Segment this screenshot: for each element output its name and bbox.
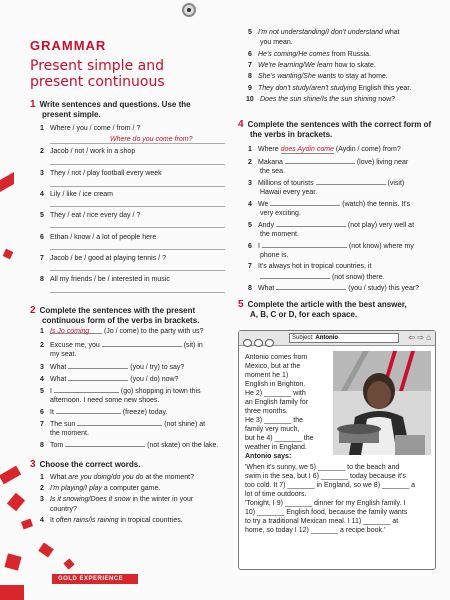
ex3-item-2: [40, 484, 160, 493]
item-number: 6: [248, 243, 252, 250]
body-line: Antonio says:: [245, 453, 292, 460]
answer-blank[interactable]: [262, 241, 347, 248]
item-text: a computer game.: [101, 485, 161, 492]
ex1-item-7: [40, 254, 166, 263]
item-text: (not play) very well at: [347, 222, 415, 229]
answer-blank[interactable]: [56, 407, 121, 414]
item-text: I: [50, 388, 52, 395]
item-text: from Russia.: [329, 51, 371, 58]
instruction-line-2: continuous form of the verbs in brackets.: [42, 316, 200, 325]
answer-line[interactable]: [50, 249, 225, 250]
body-line: English in Brighton.: [245, 381, 306, 388]
body-line: weather in England.: [245, 444, 307, 451]
item-number: 1: [40, 125, 44, 132]
item-text: how to skate.: [332, 62, 376, 69]
answer-blank[interactable]: [316, 178, 386, 185]
item-prompt: Where / you / come / from / ?: [50, 125, 141, 132]
answer-line[interactable]: [50, 270, 225, 271]
item-number: 4: [248, 201, 252, 208]
answer-line[interactable]: [50, 292, 225, 293]
item-text: What: [50, 376, 67, 383]
answer-blank[interactable]: [54, 386, 119, 393]
ex4-item-2: [248, 157, 408, 167]
body-line: He 3) _______ the: [245, 417, 303, 424]
item-prompt: Ethan / know / a lot of people here: [50, 234, 157, 241]
item-text: What: [258, 285, 275, 292]
ex1-item-1: [40, 124, 140, 133]
ex4-item-8: [248, 283, 419, 293]
ex1-item-5: [40, 211, 140, 220]
item-text: (you / do) now?: [130, 376, 179, 383]
item-number: 3: [40, 496, 44, 503]
email-window: [238, 330, 436, 570]
item-prompt: All my friends / be / interested in music: [50, 276, 170, 283]
item-text: (Jo / come) to the party with us?: [103, 328, 204, 335]
answer-blank[interactable]: [260, 272, 330, 279]
answer-blank[interactable]: [276, 220, 346, 227]
page-title: [30, 58, 165, 90]
footer-label: GOLD EXPERIENCE: [52, 574, 138, 584]
body-line: Antonio comes from: [245, 354, 308, 361]
answer-blank[interactable]: [276, 283, 346, 290]
item-text: The sun: [50, 421, 76, 428]
body-line: three months.: [245, 408, 288, 415]
nav-arrows-icon[interactable]: ⇦ ⇨ ⌂: [408, 333, 431, 342]
item-text: It: [50, 517, 56, 524]
ex2-item-8: [40, 440, 218, 450]
answer-line[interactable]: [50, 164, 225, 165]
email-body-narrow: [245, 353, 314, 461]
item-text: Where: [258, 146, 281, 153]
instruction-line-1: Choose the correct words.: [39, 460, 141, 469]
item-text: English this year.: [356, 85, 412, 92]
example-answer: does Aydin come: [280, 146, 334, 153]
exercise-5-instructions: [238, 300, 407, 320]
exercise-number: 2: [30, 305, 36, 316]
answer-blank[interactable]: [65, 440, 145, 447]
ex3-item-1: [40, 473, 194, 482]
boy-cooking-illustration: [333, 351, 431, 455]
item-prompt: They / eat / rice every day / ?: [50, 212, 141, 219]
ex4-item-4: [248, 199, 410, 209]
item-number: 4: [40, 517, 44, 524]
item-prompt: Lily / like / ice cream: [50, 191, 114, 198]
item-number: 5: [40, 212, 44, 219]
body-line: home, so today I 12) _______ a recipe book.': [245, 527, 386, 534]
body-line: He 2) _______ with: [245, 390, 306, 397]
item-prompt: Jacob / not / work in a shop: [50, 148, 136, 155]
section-heading: GRAMMAR: [30, 38, 107, 53]
ex2-item-2: [40, 340, 203, 350]
ex3-item-5: [248, 28, 400, 37]
ex3-item-7: [248, 61, 376, 70]
item-text: at the moment?: [143, 474, 195, 481]
ex4-item-2-cont: the sea.: [260, 168, 285, 175]
item-prompt: Jacob / be / good at playing tennis / ?: [50, 255, 166, 262]
ex3-item-4: [40, 516, 183, 525]
instruction-line-1: Complete the sentences with the present: [39, 306, 196, 315]
body-line: an English family for: [245, 399, 309, 406]
decor-shard: [4, 553, 21, 570]
choice-options[interactable]: I'm not understanding/I don't understand: [258, 29, 383, 36]
item-text: Millions of tourists: [258, 180, 314, 187]
instruction-line-1: Write sentences and questions. Use the: [39, 100, 191, 109]
item-number: 6: [248, 51, 252, 58]
window-button-icon[interactable]: [254, 339, 263, 347]
ex2-item-2-cont: my seat.: [50, 351, 77, 358]
item-number: 3: [248, 180, 252, 187]
ex4-item-3-cont: Hawaii every year.: [260, 189, 318, 196]
item-prompt: They / not / play football every week: [50, 170, 162, 177]
decor-shard: [38, 542, 54, 557]
body-line: 'When it's sunny, we 5) _______ to the beach and: [245, 464, 400, 471]
body-line: swim in the sea, but I 6) _______ today because it's: [245, 473, 406, 480]
item-number: 4: [40, 376, 44, 383]
answer-blank[interactable]: [285, 157, 355, 164]
item-number: 7: [248, 263, 252, 270]
instruction-line-1: Complete the sentences with the correct form of: [247, 120, 432, 129]
item-text: (sit) in: [183, 342, 203, 349]
email-toolbar: [239, 331, 435, 346]
ex2-item-1: [40, 327, 204, 336]
subject-value: Antonio: [315, 335, 339, 341]
ex2-item-4: [40, 374, 179, 384]
item-number: 8: [40, 442, 44, 449]
item-text: (not snow) there.: [331, 274, 385, 281]
item-number: 8: [248, 73, 252, 80]
answer-line[interactable]: [50, 186, 225, 187]
item-number: 1: [40, 474, 44, 481]
decor-shard: [21, 519, 33, 530]
instruction-line-2: present simple.: [42, 110, 101, 119]
ex3-item-3-cont: country?: [50, 506, 77, 513]
ex2-item-6: [40, 407, 167, 417]
ex3-item-9: [248, 84, 411, 93]
item-number: 7: [248, 62, 252, 69]
item-text: (go) shopping in town this: [120, 388, 201, 395]
item-text: (not know) where my: [348, 243, 414, 250]
ex4-item-6-cont: phone is.: [260, 252, 289, 259]
choice-options[interactable]: Is it snowing/Does it snow: [50, 496, 131, 503]
ex4-item-1: [248, 145, 401, 154]
item-text: (you / try) to say?: [130, 364, 185, 371]
body-line: lot of time outdoors.: [245, 491, 307, 498]
ex1-item-8: [40, 275, 170, 284]
page-number: 6: [28, 574, 34, 584]
item-number: 8: [248, 285, 252, 292]
ex3-item-5-cont: you mean.: [260, 39, 293, 46]
item-text: what: [382, 29, 400, 36]
exercise-3-instructions: [30, 460, 140, 470]
item-number: 2: [40, 485, 44, 492]
answer-line[interactable]: [50, 206, 225, 207]
item-number: 7: [40, 255, 44, 262]
ex2-item-7: [40, 419, 205, 429]
ex2-item-5: [40, 386, 201, 396]
answer-line[interactable]: [50, 227, 225, 228]
body-line: 'Tonight, I 9) _______ dinner for my English family. I: [245, 500, 406, 507]
item-number: 2: [248, 159, 252, 166]
instruction-line-2: A, B, C or D, for each space.: [250, 310, 358, 319]
antonio-photo: [333, 351, 431, 455]
ex3-item-3: [40, 495, 193, 504]
decor-shard: [3, 249, 14, 260]
choice-options[interactable]: He's coming/He comes: [258, 51, 330, 58]
body-line: moment he 1): [245, 372, 289, 379]
item-number: 6: [40, 409, 44, 416]
choice-options[interactable]: She's wanting/She wants: [258, 73, 336, 80]
item-number: 6: [40, 234, 44, 241]
title-line-2: present continuous: [30, 74, 165, 90]
ex1-item-1-answer: Where do you come from?: [110, 136, 193, 143]
decor-shard: [7, 493, 25, 511]
exercise-number: 3: [30, 459, 36, 470]
item-text: (freeze) today.: [122, 409, 168, 416]
item-text: (Aydin / come) from?: [333, 146, 401, 153]
item-number: 1: [248, 146, 252, 153]
item-text: (watch) the tennis. It's: [342, 201, 411, 208]
ex4-item-6: [248, 241, 414, 251]
answer-line[interactable]: [50, 143, 225, 144]
item-text: Makana: [258, 159, 283, 166]
ex1-item-6: [40, 233, 156, 242]
item-number: 2: [40, 148, 44, 155]
item-text: to stay at home.: [336, 73, 388, 80]
item-number: 9: [248, 85, 252, 92]
item-number: 10: [246, 96, 254, 103]
item-text: I: [258, 243, 260, 250]
exercise-4-instructions: [238, 120, 431, 140]
decor-shard: [63, 558, 74, 569]
item-text: What: [50, 364, 67, 371]
body-line: but he 4) _______ the: [245, 435, 314, 442]
answer-blank[interactable]: [77, 419, 162, 426]
ex4-item-5: [248, 220, 414, 230]
item-number: 5: [248, 29, 252, 36]
item-text: (love) living near: [356, 159, 409, 166]
body-line: family very much,: [245, 426, 300, 433]
window-controls: [243, 334, 283, 343]
item-text: (you / study) this year?: [348, 285, 420, 292]
email-body-wide: [245, 463, 415, 535]
item-text: It's always hot in tropical countries, it: [258, 263, 372, 270]
exercise-2-instructions: [30, 306, 199, 326]
exercise-number: 5: [238, 299, 244, 310]
item-number: 8: [40, 276, 44, 283]
ex3-item-6: [248, 50, 371, 59]
body-line: 10) _______ English food, because the family wants: [245, 509, 408, 516]
item-number: 7: [40, 421, 44, 428]
choice-options[interactable]: often rains/is raining: [55, 517, 119, 524]
choice-options[interactable]: are you doing/do you do: [68, 474, 144, 481]
ex4-item-4-cont: very exciting.: [260, 210, 301, 217]
item-number: 1: [40, 328, 44, 335]
body-line: to try a traditional Mexican meal. I 11) _______ at: [245, 518, 399, 525]
item-number: 5: [40, 388, 44, 395]
subject-label: Subject:: [292, 335, 314, 341]
item-text: It: [50, 409, 54, 416]
item-number: 3: [40, 170, 44, 177]
decor-shard: [0, 585, 24, 600]
ex4-item-7-cont: [260, 272, 384, 282]
instruction-line-1: Complete the article with the best answer,: [247, 300, 407, 309]
exercise-1-instructions: [30, 100, 191, 120]
item-text: We: [258, 201, 269, 208]
choice-options[interactable]: I'm playing/I play: [50, 485, 102, 492]
item-number: 4: [40, 191, 44, 198]
exercise-number: 4: [238, 119, 244, 130]
choice-options[interactable]: Does the sun shine/Is the sun shining: [260, 96, 377, 103]
item-text: in tropical countries.: [118, 517, 183, 524]
decor-shard: [0, 172, 14, 192]
item-text: Tom: [50, 442, 64, 449]
item-text: Andy: [258, 222, 274, 229]
example-answer: Is Jo coming: [50, 327, 102, 334]
item-text: Excuse me, you: [50, 342, 100, 349]
title-line-1: Present simple and: [30, 58, 164, 74]
item-text: (visit): [387, 180, 405, 187]
item-number: 2: [40, 342, 44, 349]
ex4-item-5-cont: the moment.: [260, 231, 299, 238]
choice-options[interactable]: We're learning/We learn: [258, 62, 333, 69]
item-text: (not skate) on the lake.: [147, 442, 219, 449]
exercise-number: 1: [30, 99, 36, 110]
binder-ring: [182, 3, 196, 17]
decor-shard: [0, 466, 21, 485]
ex2-item-7-cont: the moment.: [50, 430, 89, 437]
item-text: now?: [376, 96, 396, 103]
subject-field: [289, 333, 399, 343]
ex4-item-7: [248, 262, 371, 271]
ex1-item-4: [40, 190, 113, 199]
ex3-item-8: [248, 72, 388, 81]
item-text: in the winter in your: [130, 496, 194, 503]
item-text: (not shine) at: [164, 421, 206, 428]
choice-options[interactable]: They don't study/aren't studying: [258, 85, 357, 92]
answer-blank[interactable]: [102, 340, 182, 347]
ex1-item-2: [40, 147, 135, 156]
item-number: 3: [40, 364, 44, 371]
window-button-icon[interactable]: [243, 339, 252, 347]
ex3-item-10: [246, 95, 395, 104]
answer-blank[interactable]: [270, 199, 340, 206]
ex2-item-5-cont: afternoon. I need some new shoes.: [50, 397, 160, 404]
answer-blank[interactable]: [68, 362, 128, 369]
ex1-item-3: [40, 169, 162, 178]
answer-blank[interactable]: [68, 374, 128, 381]
instruction-line-2: the verbs in brackets.: [250, 130, 333, 139]
ex4-item-3: [248, 178, 404, 188]
body-line: Mexico, but at the: [245, 363, 301, 370]
body-line: too cold. It 7) _______ in England, so we 8) _______ a: [245, 482, 416, 489]
ex2-item-3: [40, 362, 184, 372]
item-number: 5: [248, 222, 252, 229]
item-text: What: [50, 474, 69, 481]
window-button-icon[interactable]: [265, 339, 274, 347]
